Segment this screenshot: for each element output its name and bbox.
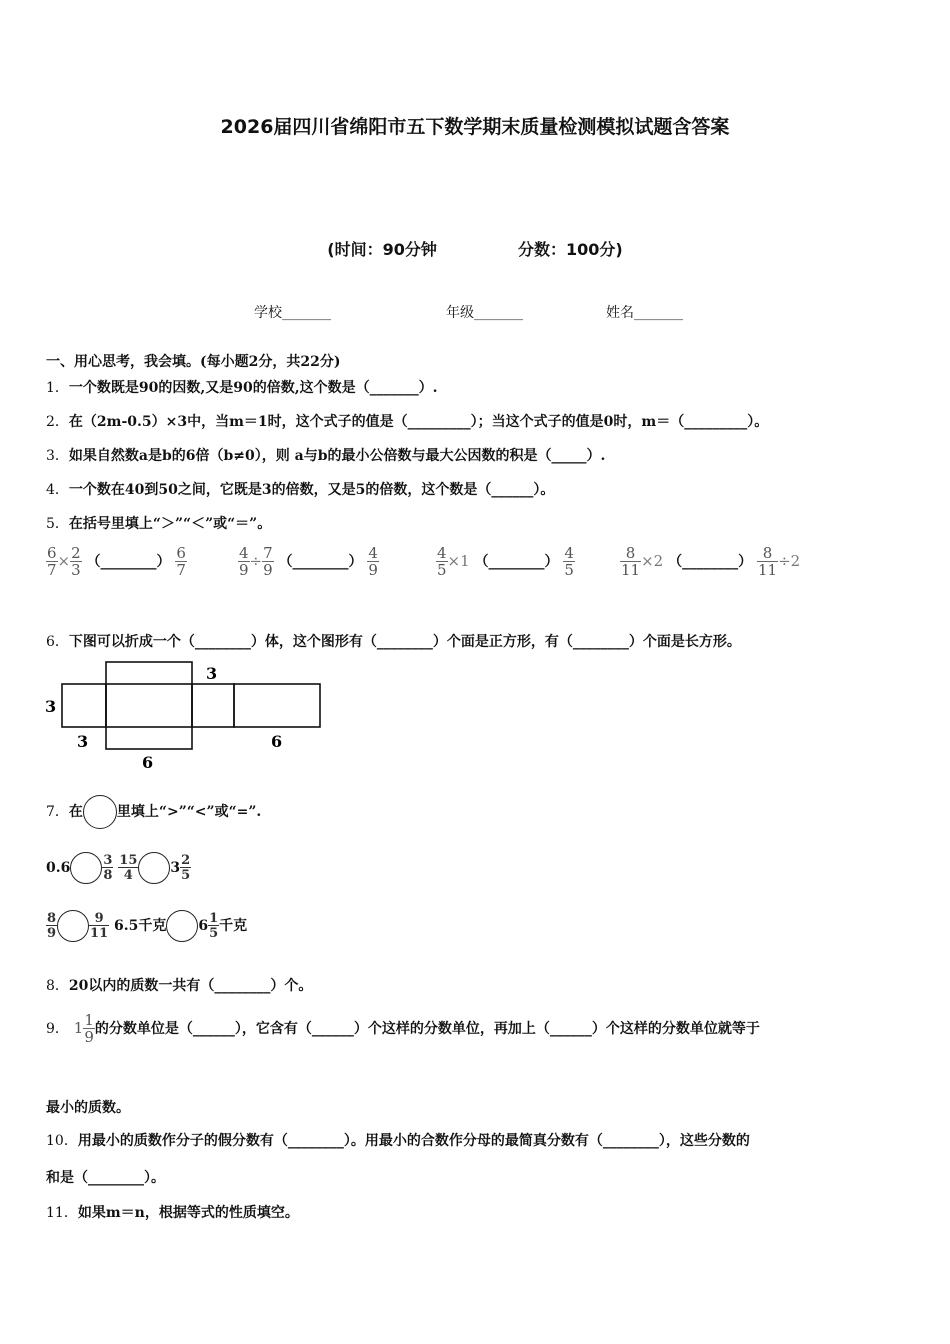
whole-part: 6 bbox=[198, 918, 209, 934]
q5-item-2 bbox=[238, 546, 379, 578]
question-6 bbox=[46, 631, 741, 651]
question-9-cont: 最小的质数。 bbox=[46, 1100, 130, 1116]
question-number: 2． bbox=[46, 414, 69, 430]
operator: ×2 bbox=[641, 552, 664, 570]
label-bottom-left: 3 bbox=[77, 732, 89, 751]
label-bottom-right: 6 bbox=[271, 732, 283, 751]
question-text: 在括号里填上“＞”“＜”或“＝”。 bbox=[68, 516, 272, 532]
answer-blank: （________） bbox=[668, 554, 753, 570]
question-3 bbox=[46, 445, 605, 465]
question-number: 10． bbox=[46, 1133, 78, 1149]
question-text: 里填上“>”“<”或“=”. bbox=[116, 804, 262, 820]
school-field: 学校_______ bbox=[254, 305, 331, 321]
question-4 bbox=[46, 479, 554, 499]
name-field: 姓名_______ bbox=[606, 305, 683, 321]
question-5 bbox=[46, 513, 271, 533]
question-1 bbox=[46, 377, 438, 397]
q5-item-4 bbox=[620, 546, 800, 578]
q7-row-1 bbox=[46, 852, 191, 884]
question-text: 下图可以折成一个（________）体，这个图形有（________）个面是正方形，有（________）个面是长方形。 bbox=[68, 634, 741, 650]
question-number: 5． bbox=[46, 516, 69, 532]
unit: 千克 bbox=[219, 918, 248, 934]
grade-field: 年级_______ bbox=[446, 305, 523, 321]
fraction: $\frac{8}{11}$ bbox=[757, 544, 778, 579]
fraction: $\frac{8}{9}$ bbox=[47, 911, 57, 941]
label-left: 3 bbox=[45, 697, 57, 716]
question-text: 一个数在40到50之间，它既是3的倍数，又是5的倍数，这个数是（______）。 bbox=[68, 482, 555, 498]
fraction: $\frac{4}{9}$ bbox=[368, 544, 378, 579]
cuboid-net-figure bbox=[40, 655, 340, 775]
operator: ÷2 bbox=[778, 552, 801, 570]
whole-part: 1 bbox=[73, 1019, 84, 1037]
fraction: $\frac{8}{11}$ bbox=[621, 544, 641, 579]
fraction: $\frac{6}{7}$ bbox=[47, 544, 57, 579]
net-face bbox=[62, 684, 106, 727]
question-number: 1． bbox=[46, 380, 69, 396]
operator: × bbox=[57, 552, 71, 570]
q5-item-1 bbox=[46, 546, 187, 578]
operator: ×1 bbox=[447, 552, 470, 570]
exam-time: (时间：90分钟 bbox=[327, 240, 437, 259]
net-face bbox=[234, 684, 320, 727]
question-text: 在（2m-0.5）×3中，当m＝1时，这个式子的值是（_________）；当这个式子的值是0时，m＝（_________）。 bbox=[68, 414, 769, 430]
question-10-cont: 和是（________）。 bbox=[46, 1170, 165, 1186]
circle-blank bbox=[57, 910, 89, 942]
question-11 bbox=[46, 1202, 299, 1222]
fraction: $\frac{2}{5}$ bbox=[181, 853, 191, 883]
question-9 bbox=[46, 1013, 760, 1045]
answer-blank: （________） bbox=[86, 554, 171, 570]
net-face bbox=[106, 684, 192, 727]
question-2 bbox=[46, 411, 768, 431]
fraction: $\frac{7}{9}$ bbox=[263, 544, 273, 579]
q5-item-3 bbox=[436, 546, 575, 578]
circle-blank bbox=[83, 795, 117, 829]
circle-blank bbox=[70, 852, 102, 884]
fraction: $\frac{9}{11}$ bbox=[90, 911, 109, 941]
question-8 bbox=[46, 975, 312, 995]
operator: ÷ bbox=[249, 552, 263, 570]
question-number: 11． bbox=[46, 1205, 78, 1221]
exam-score: 分数：100分) bbox=[518, 240, 623, 259]
question-text: 20以内的质数一共有（________）个。 bbox=[68, 978, 313, 994]
fraction: $\frac{3}{8}$ bbox=[103, 853, 113, 883]
answer-blank: （________） bbox=[278, 554, 363, 570]
net-face bbox=[192, 684, 234, 727]
question-number: 9． bbox=[46, 1021, 69, 1037]
label-bottom-mid: 6 bbox=[142, 753, 154, 772]
fraction: $\frac{4}{5}$ bbox=[437, 544, 447, 579]
answer-blank: （________） bbox=[474, 554, 559, 570]
question-text: 一个数既是90的因数,又是90的倍数,这个数是（_______）. bbox=[68, 380, 438, 396]
fraction: $\frac{4}{5}$ bbox=[564, 544, 574, 579]
fraction: $\frac{6}{7}$ bbox=[176, 544, 186, 579]
question-number: 8． bbox=[46, 978, 69, 994]
question-number: 7． bbox=[46, 804, 69, 820]
net-face bbox=[106, 662, 192, 749]
question-number: 4． bbox=[46, 482, 69, 498]
page-title: 2026届四川省绵阳市五下数学期末质量检测模拟试题含答案 bbox=[220, 116, 730, 138]
label-top: 3 bbox=[206, 664, 218, 683]
exam-meta bbox=[0, 237, 950, 260]
question-text: 如果m＝n，根据等式的性质填空。 bbox=[77, 1205, 299, 1221]
question-number: 6． bbox=[46, 634, 69, 650]
circle-blank bbox=[138, 852, 170, 884]
q7-row-2 bbox=[46, 910, 247, 942]
fraction: $\frac{1}{5}$ bbox=[209, 911, 219, 941]
fraction: $\frac{1}{9}$ bbox=[84, 1011, 94, 1046]
fraction: $\frac{2}{3}$ bbox=[71, 544, 81, 579]
question-10 bbox=[46, 1130, 750, 1150]
question-7 bbox=[46, 795, 261, 829]
question-text: 如果自然数a是b的6倍（b≠0），则 a与b的最小公倍数与最大公因数的积是（_____）. bbox=[68, 448, 606, 464]
mass-value: 6.5千克 bbox=[114, 918, 167, 934]
section-heading: 一、用心思考，我会填。(每小题2分，共22分) bbox=[46, 354, 341, 370]
question-text: 用最小的质数作分子的假分数有（________）。用最小的合数作分母的最简真分数有（________），这些分数的 bbox=[77, 1133, 750, 1149]
question-text: 的分数单位是（______），它含有（______）个这样的分数单位，再加上（______）个这样的分数单位就等于 bbox=[94, 1021, 760, 1037]
fraction: $\frac{4}{9}$ bbox=[239, 544, 249, 579]
question-number: 3． bbox=[46, 448, 69, 464]
question-text: 在 bbox=[68, 804, 83, 820]
value: 0.6 bbox=[46, 860, 71, 876]
fraction: $\frac{15}{4}$ bbox=[119, 853, 138, 883]
circle-blank bbox=[166, 910, 198, 942]
whole-part: 3 bbox=[170, 860, 181, 876]
